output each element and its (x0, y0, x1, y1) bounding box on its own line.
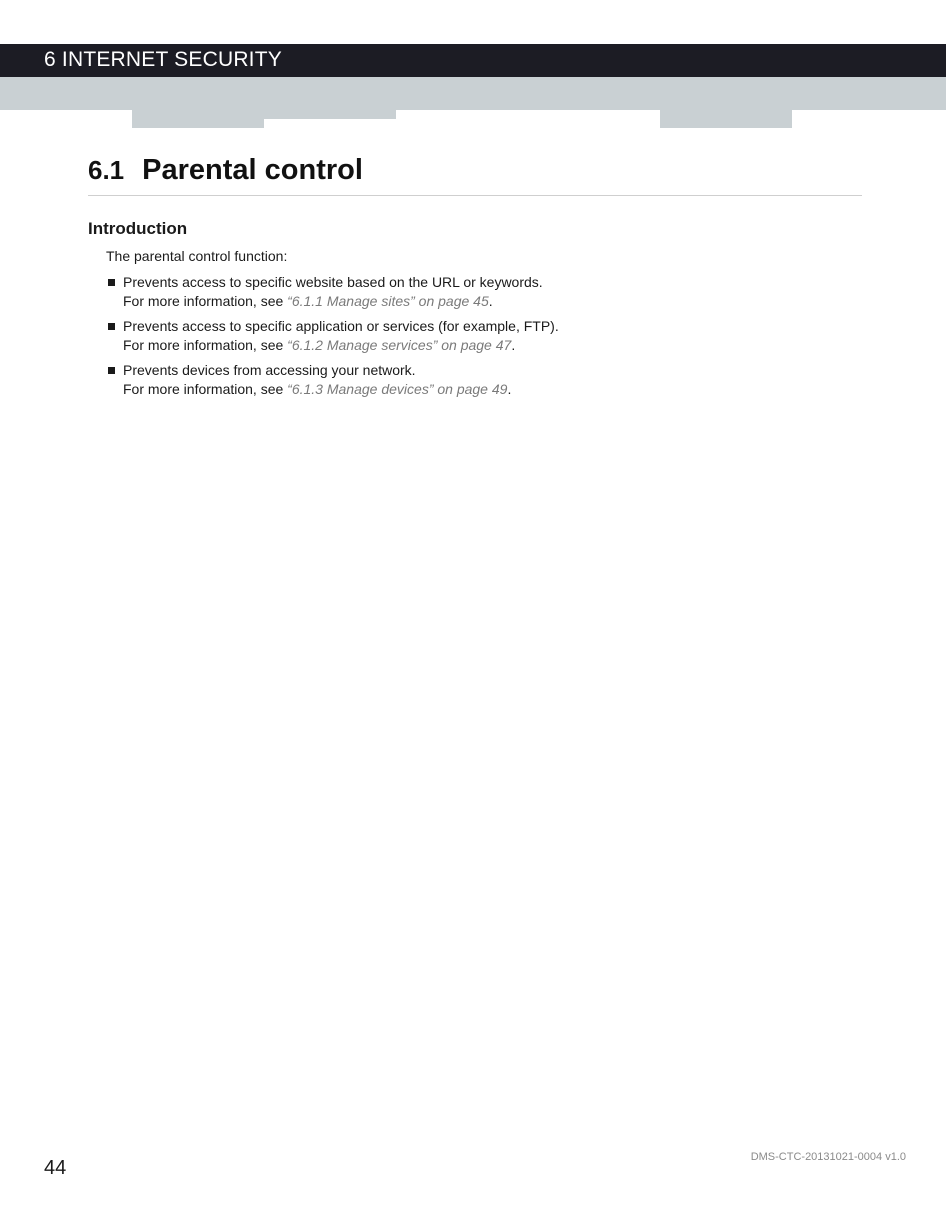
list-item-text: Prevents access to specific website based on the URL or keywords. (123, 274, 543, 290)
square-bullet-icon (108, 367, 115, 374)
list-item-more-info (123, 292, 559, 311)
header-tab-strip (0, 77, 946, 110)
page-number: 44 (44, 1157, 67, 1179)
list-item-more-info (123, 336, 559, 355)
chapter-title: 6 INTERNET SECURITY (44, 48, 282, 71)
header-tab-2 (264, 110, 396, 119)
introduction-lead: The parental control function: (106, 248, 288, 264)
feature-list (106, 273, 559, 405)
more-info-suffix: . (507, 381, 512, 397)
list-item-text: Prevents devices from accessing your network. (123, 362, 416, 378)
more-info-suffix: . (511, 337, 516, 353)
more-info-suffix: . (488, 293, 493, 309)
more-info-prefix: For more information, see (123, 337, 288, 353)
square-bullet-icon (108, 323, 115, 330)
cross-reference-link[interactable]: “6.1.1 Manage sites” on page 45 (287, 293, 489, 309)
list-item (106, 361, 559, 399)
more-info-prefix: For more information, see (123, 293, 288, 309)
cross-reference-link[interactable]: “6.1.3 Manage devices” on page 49 (287, 381, 508, 397)
list-item (106, 317, 559, 355)
more-info-prefix: For more information, see (123, 381, 288, 397)
list-item (106, 273, 559, 311)
section-heading (88, 154, 363, 187)
list-item-more-info (123, 380, 559, 399)
section-title: Parental control (142, 154, 363, 186)
cross-reference-link[interactable]: “6.1.2 Manage services” on page 47 (287, 337, 512, 353)
list-item-text: Prevents access to specific application or services (for example, FTP). (123, 318, 559, 334)
header-tab-1 (132, 110, 264, 128)
document-id: DMS-CTC-20131021-0004 v1.0 (750, 1151, 906, 1163)
square-bullet-icon (108, 279, 115, 286)
heading-divider (88, 195, 862, 196)
section-number: 6.1 (88, 155, 125, 185)
introduction-heading: Introduction (88, 219, 188, 238)
header-tab-3 (660, 110, 792, 128)
